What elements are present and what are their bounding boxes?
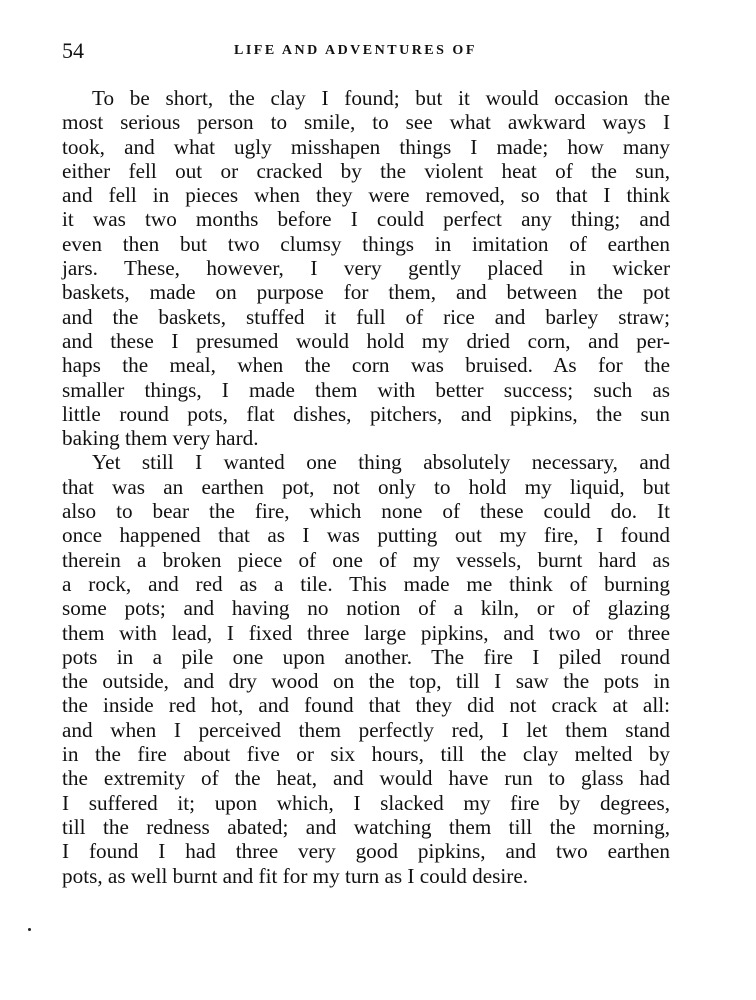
text-line: I suffered it; upon which, I slacked my fire by degrees, [62, 790, 670, 815]
text-line: pots, as well burnt and fit for my turn as I could desire. [62, 863, 529, 888]
text-line: baking them very hard. [62, 426, 259, 451]
text-line: and these I presumed would hold my dried corn, and per- [62, 328, 670, 353]
page-number: 54 [62, 38, 84, 63]
text-line: little round pots, flat dishes, pitchers, and pipkins, the sun [62, 401, 670, 426]
paragraph [62, 86, 670, 450]
text-line: and the baskets, stuffed it full of rice and barley straw; [62, 304, 670, 329]
text-line: that was an earthen pot, not only to hold my liquid, but [62, 474, 670, 499]
text-line: the inside red hot, and found that they did not crack at all: [62, 693, 670, 718]
text-line: baskets, made on purpose for them, and between the pot [62, 280, 670, 305]
text-line: therein a broken piece of one of my vessels, burnt hard as [62, 547, 670, 572]
text-line: till the redness abated; and watching them till the morning, [62, 814, 670, 839]
text-line: a rock, and red as a tile. This made me think of burning [62, 571, 670, 596]
stray-ink-mark [28, 928, 31, 931]
text-line: and when I perceived them perfectly red, I let them stand [62, 717, 670, 742]
text-line: it was two months before I could perfect any thing; and [62, 207, 670, 232]
text-line: jars. These, however, I very gently placed in wicker [62, 256, 670, 281]
text-line: in the fire about five or six hours, till the clay melted by [62, 742, 670, 767]
running-head: LIFE AND ADVENTURES OF [234, 43, 477, 58]
text-line: pots in a pile one upon another. The fire I piled round [62, 644, 670, 669]
text-line: most serious person to smile, to see what awkward ways I [62, 110, 670, 135]
text-line: once happened that as I was putting out my fire, I found [62, 523, 670, 548]
text-line: smaller things, I made them with better success; such as [62, 377, 670, 402]
text-line: haps the meal, when the corn was bruised. As for the [62, 353, 670, 378]
text-line: To be short, the clay I found; but it would occasion the [92, 86, 670, 110]
text-line: took, and what ugly misshapen things I made; how many [62, 134, 670, 159]
body-text [62, 86, 670, 888]
text-line: some pots; and having no notion of a kiln, or of glazing [62, 596, 670, 621]
page-header [62, 38, 694, 62]
text-line: Yet still I wanted one thing absolutely necessary, and [92, 450, 670, 475]
text-line: and fell in pieces when they were removed, so that I think [62, 183, 670, 208]
text-line: the outside, and dry wood on the top, till I saw the pots in [62, 669, 670, 694]
text-line: either fell out or cracked by the violent heat of the sun, [62, 158, 670, 183]
text-line: also to bear the fire, which none of these could do. It [62, 499, 670, 524]
text-line: I found I had three very good pipkins, and two earthen [62, 839, 670, 864]
text-line: them with lead, I fixed three large pipkins, and two or three [62, 620, 670, 645]
text-line: the extremity of the heat, and would have run to glass had [62, 766, 670, 791]
text-line: even then but two clumsy things in imitation of earthen [62, 231, 670, 256]
paragraph [62, 450, 670, 887]
